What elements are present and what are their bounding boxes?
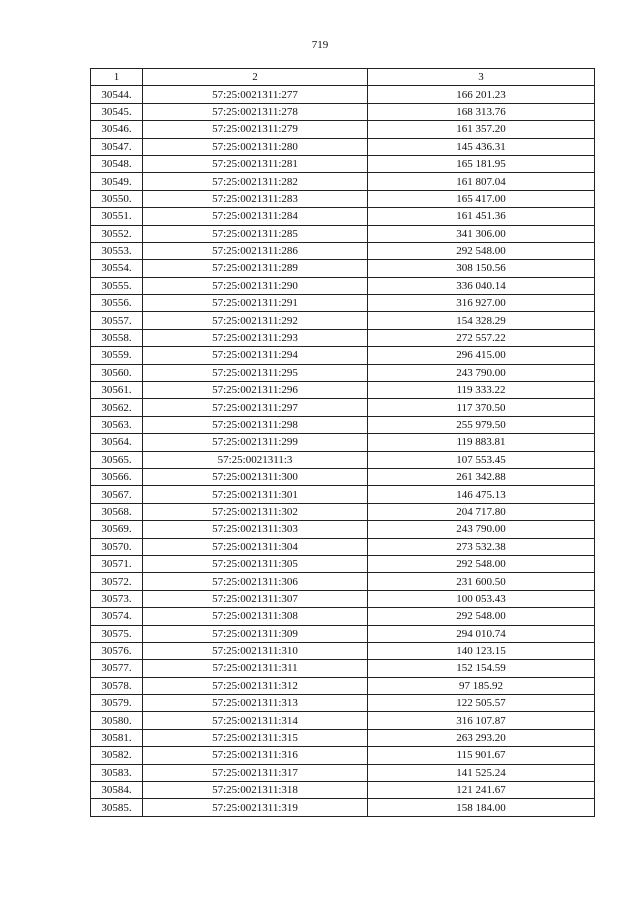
value-cell: 294 010.74 [368,625,595,642]
cadastral-number-cell: 57:25:0021311:294 [143,347,368,364]
value-cell: 166 201.23 [368,86,595,103]
value-cell: 263 293.20 [368,729,595,746]
row-number-cell: 30562. [91,399,143,416]
row-number-cell: 30564. [91,434,143,451]
table-row [91,190,595,207]
cadastral-number-cell: 57:25:0021311:279 [143,121,368,138]
cadastral-number-cell: 57:25:0021311:303 [143,521,368,538]
row-number-cell: 30577. [91,660,143,677]
table-row [91,364,595,381]
row-number-cell: 30561. [91,382,143,399]
cadastral-number-cell: 57:25:0021311:319 [143,799,368,816]
value-cell: 100 053.43 [368,590,595,607]
row-number-cell: 30568. [91,503,143,520]
value-cell: 161 451.36 [368,208,595,225]
value-cell: 165 181.95 [368,155,595,172]
value-cell: 336 040.14 [368,277,595,294]
table-row [91,312,595,329]
row-number-cell: 30580. [91,712,143,729]
table-row [91,799,595,816]
cadastral-number-cell: 57:25:0021311:290 [143,277,368,294]
table-row [91,503,595,520]
row-number-cell: 30548. [91,155,143,172]
value-cell: 204 717.80 [368,503,595,520]
cadastral-number-cell: 57:25:0021311:315 [143,729,368,746]
cadastral-number-cell: 57:25:0021311:3 [143,451,368,468]
cadastral-number-cell: 57:25:0021311:313 [143,695,368,712]
table-row [91,399,595,416]
row-number-cell: 30584. [91,782,143,799]
row-number-cell: 30557. [91,312,143,329]
value-cell: 316 927.00 [368,295,595,312]
row-number-cell: 30549. [91,173,143,190]
cadastral-number-cell: 57:25:0021311:295 [143,364,368,381]
cadastral-number-cell: 57:25:0021311:281 [143,155,368,172]
table-row [91,382,595,399]
cadastral-number-cell: 57:25:0021311:277 [143,86,368,103]
value-cell: 292 548.00 [368,608,595,625]
table-row [91,695,595,712]
row-number-cell: 30563. [91,416,143,433]
cadastral-number-cell: 57:25:0021311:317 [143,764,368,781]
table-row [91,138,595,155]
cadastral-number-cell: 57:25:0021311:280 [143,138,368,155]
row-number-cell: 30571. [91,555,143,572]
row-number-cell: 30553. [91,242,143,259]
cadastral-number-cell: 57:25:0021311:299 [143,434,368,451]
value-cell: 292 548.00 [368,555,595,572]
cadastral-number-cell: 57:25:0021311:305 [143,555,368,572]
value-cell: 255 979.50 [368,416,595,433]
cadastral-number-cell: 57:25:0021311:291 [143,295,368,312]
cadastral-number-cell: 57:25:0021311:284 [143,208,368,225]
cadastral-number-cell: 57:25:0021311:297 [143,399,368,416]
table-row [91,347,595,364]
table-row [91,434,595,451]
table-row [91,329,595,346]
value-cell: 119 333.22 [368,382,595,399]
table-row [91,86,595,103]
table-row [91,242,595,259]
value-cell: 154 328.29 [368,312,595,329]
value-cell: 261 342.88 [368,468,595,485]
row-number-cell: 30576. [91,642,143,659]
value-cell: 316 107.87 [368,712,595,729]
value-cell: 308 150.56 [368,260,595,277]
value-cell: 243 790.00 [368,364,595,381]
cadastral-number-cell: 57:25:0021311:316 [143,747,368,764]
row-number-cell: 30566. [91,468,143,485]
row-number-cell: 30579. [91,695,143,712]
value-cell: 273 532.38 [368,538,595,555]
table-row [91,764,595,781]
table-row [91,729,595,746]
table-row [91,103,595,120]
cadastral-number-cell: 57:25:0021311:286 [143,242,368,259]
row-number-cell: 30546. [91,121,143,138]
row-number-cell: 30573. [91,590,143,607]
value-cell: 292 548.00 [368,242,595,259]
value-cell: 107 553.45 [368,451,595,468]
row-number-cell: 30558. [91,329,143,346]
value-cell: 161 357.20 [368,121,595,138]
table-row [91,660,595,677]
cadastral-number-cell: 57:25:0021311:314 [143,712,368,729]
table-row [91,277,595,294]
row-number-cell: 30572. [91,573,143,590]
table-row [91,677,595,694]
row-number-cell: 30550. [91,190,143,207]
value-cell: 158 184.00 [368,799,595,816]
table-row [91,747,595,764]
value-cell: 117 370.50 [368,399,595,416]
row-number-cell: 30582. [91,747,143,764]
cadastral-number-cell: 57:25:0021311:285 [143,225,368,242]
value-cell: 272 557.22 [368,329,595,346]
table-row [91,260,595,277]
cadastral-number-cell: 57:25:0021311:309 [143,625,368,642]
cadastral-number-cell: 57:25:0021311:310 [143,642,368,659]
value-cell: 121 241.67 [368,782,595,799]
cadastral-number-cell: 57:25:0021311:302 [143,503,368,520]
value-cell: 119 883.81 [368,434,595,451]
cadastral-number-cell: 57:25:0021311:289 [143,260,368,277]
row-number-cell: 30556. [91,295,143,312]
cadastral-number-cell: 57:25:0021311:298 [143,416,368,433]
table-row [91,451,595,468]
table-header-row [91,69,595,86]
cadastral-number-cell: 57:25:0021311:301 [143,486,368,503]
cadastral-number-cell: 57:25:0021311:293 [143,329,368,346]
value-cell: 97 185.92 [368,677,595,694]
cadastral-number-cell: 57:25:0021311:282 [143,173,368,190]
row-number-cell: 30559. [91,347,143,364]
row-number-cell: 30575. [91,625,143,642]
value-cell: 141 525.24 [368,764,595,781]
table-body [91,86,595,816]
value-cell: 161 807.04 [368,173,595,190]
row-number-cell: 30565. [91,451,143,468]
cadastral-number-cell: 57:25:0021311:318 [143,782,368,799]
value-cell: 165 417.00 [368,190,595,207]
cadastral-number-cell: 57:25:0021311:300 [143,468,368,485]
row-number-cell: 30569. [91,521,143,538]
value-cell: 231 600.50 [368,573,595,590]
row-number-cell: 30554. [91,260,143,277]
table-row [91,590,595,607]
cadastral-number-cell: 57:25:0021311:296 [143,382,368,399]
table-row [91,782,595,799]
table-row [91,573,595,590]
cadastral-number-cell: 57:25:0021311:283 [143,190,368,207]
table-row [91,642,595,659]
row-number-cell: 30585. [91,799,143,816]
table-row [91,225,595,242]
value-cell: 122 505.57 [368,695,595,712]
row-number-cell: 30567. [91,486,143,503]
cadastral-number-cell: 57:25:0021311:278 [143,103,368,120]
row-number-cell: 30547. [91,138,143,155]
row-number-cell: 30544. [91,86,143,103]
column-header-3: 3 [368,69,595,86]
row-number-cell: 30581. [91,729,143,746]
row-number-cell: 30545. [91,103,143,120]
column-header-1: 1 [91,69,143,86]
cadastral-number-cell: 57:25:0021311:304 [143,538,368,555]
table-row [91,173,595,190]
row-number-cell: 30570. [91,538,143,555]
page-number: 719 [311,39,329,51]
table-row [91,468,595,485]
table-row [91,208,595,225]
cadastral-number-cell: 57:25:0021311:292 [143,312,368,329]
value-cell: 140 123.15 [368,642,595,659]
value-cell: 296 415.00 [368,347,595,364]
value-cell: 146 475.13 [368,486,595,503]
value-cell: 243 790.00 [368,521,595,538]
row-number-cell: 30552. [91,225,143,242]
cadastral-number-cell: 57:25:0021311:308 [143,608,368,625]
table-row [91,538,595,555]
row-number-cell: 30578. [91,677,143,694]
row-number-cell: 30560. [91,364,143,381]
column-header-2: 2 [143,69,368,86]
value-cell: 115 901.67 [368,747,595,764]
row-number-cell: 30583. [91,764,143,781]
value-cell: 152 154.59 [368,660,595,677]
table-row [91,521,595,538]
data-table [90,68,595,817]
table-row [91,486,595,503]
table-row [91,416,595,433]
table-row [91,555,595,572]
cadastral-number-cell: 57:25:0021311:312 [143,677,368,694]
cadastral-number-cell: 57:25:0021311:311 [143,660,368,677]
table-row [91,295,595,312]
value-cell: 168 313.76 [368,103,595,120]
table-row [91,712,595,729]
table-row [91,121,595,138]
cadastral-number-cell: 57:25:0021311:307 [143,590,368,607]
table-row [91,608,595,625]
table-row [91,625,595,642]
row-number-cell: 30551. [91,208,143,225]
value-cell: 341 306.00 [368,225,595,242]
row-number-cell: 30555. [91,277,143,294]
row-number-cell: 30574. [91,608,143,625]
cadastral-number-cell: 57:25:0021311:306 [143,573,368,590]
table-row [91,155,595,172]
value-cell: 145 436.31 [368,138,595,155]
